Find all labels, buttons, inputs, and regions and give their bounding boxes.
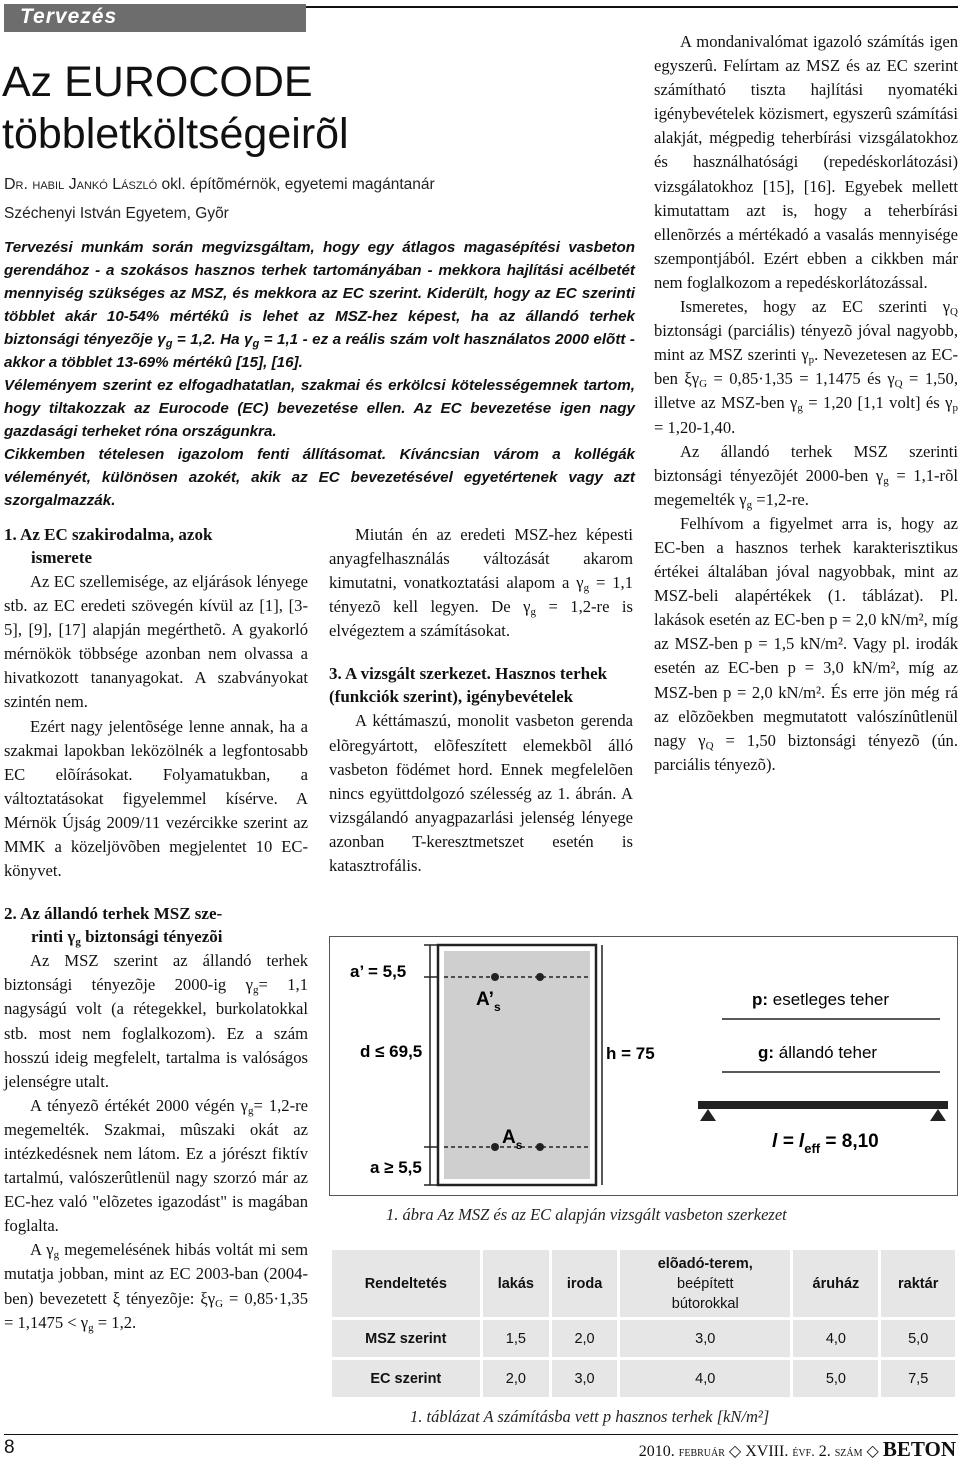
table-header-cell: raktár <box>880 1249 957 1319</box>
table-cell: 5,0 <box>880 1319 957 1359</box>
paragraph <box>4 949 308 1094</box>
label-desc: állandó teher <box>774 1043 878 1062</box>
header-line: bútorokkal <box>671 1295 739 1312</box>
text: Az állandó terhek MSZ szerinti biztonsági tényezõjét 2000-ben γ <box>654 441 958 485</box>
table-cell: 2,0 <box>551 1319 619 1359</box>
table-row-label: EC szerint <box>331 1359 482 1399</box>
text: Miután én az eredeti MSZ-hez képesti anyagfelhasználás változását akarom kimutatni, vonatkoztatási alapom a γ <box>329 525 633 593</box>
rebar-dot <box>491 973 499 981</box>
table-row <box>331 1319 957 1359</box>
text: = 1,1-rõl megemelték γ <box>654 465 958 509</box>
subscript: g <box>88 1321 94 1334</box>
section-label: Tervezés <box>20 5 118 28</box>
footer-evf: évf. <box>792 1445 815 1460</box>
text: = 1,20-1,40. <box>654 417 736 437</box>
beam-diagram <box>330 937 957 1195</box>
footer-volume: XVIII. <box>745 1443 793 1460</box>
table-cell: 7,5 <box>880 1359 957 1399</box>
table-cell: 3,0 <box>551 1359 619 1399</box>
heading-text: 1. Az EC szakirodalma, azok <box>4 525 213 544</box>
table-header-cell <box>619 1249 792 1319</box>
label-sub: eff <box>804 1141 821 1156</box>
footer-issue: 2. <box>814 1443 835 1460</box>
heading-text: rinti γ <box>31 927 76 947</box>
label-a: a ≥ 5,5 <box>370 1158 422 1177</box>
footer-month: február <box>678 1445 725 1460</box>
heading-text: ismerete <box>31 548 93 567</box>
beam <box>698 1101 948 1109</box>
support-left <box>700 1109 716 1121</box>
top-rule <box>306 6 958 8</box>
table-row-label: MSZ szerint <box>331 1319 482 1359</box>
subscript: Q <box>705 739 714 752</box>
heading-text: biztonsági tényezõi <box>80 927 223 947</box>
subscript: g <box>75 936 81 949</box>
rebar-dot <box>536 973 544 981</box>
text: = 0,85·1,35 = 1,1475 < γ <box>4 1288 309 1332</box>
text: = 0,85·1,35 = 1,1475 és γ <box>707 369 895 389</box>
paragraph <box>654 512 958 777</box>
label-text: A’ <box>476 989 494 1010</box>
article-title <box>2 56 622 160</box>
paragraph: A mondanivalómat igazoló számítás igen egyszerû. Felírtam az MSZ és az EC szerint számítható tiszta hajlítási nyomatéki igénybevételek közismert, egyszerû számítási alakját, mégpedig teherbírási vizsgálatokhoz és használhatósági (repedéskorlátozási) vizsgálatokhoz [15], [16]. Egyebek mellett kimutattam azt is, hogy a teherbírási ellenõrzés a mértékadó a vasalás mennyisége szempontjából. Ezért ebben a cikkben már nem foglalkozom a repedéskorlátozással. <box>654 32 958 292</box>
label-sub: s <box>515 1138 523 1152</box>
subscript: p <box>808 354 815 367</box>
paragraph: A kéttámaszú, monolit vasbeton gerenda elõregyártott, elõfeszített elemekbõl álló vasbeton födémet hord. Ennek megfelelõen nincs együttdolgozó szélesség az 1. ábrán. A vizsgálandó anyagpazarlási jelenség lényege azonban T-keresztmetszet esetén is katasztrofális. <box>329 711 633 876</box>
table-cell: 4,0 <box>619 1359 792 1399</box>
column-2 <box>329 523 633 878</box>
label-p <box>752 990 889 1009</box>
section-heading-3: 3. A vizsgált szerkezet. Hasznos terhek (funkciók szerint), igénybevételek <box>329 664 608 707</box>
heading-text: 2. Az állandó terhek MSZ sze- <box>4 904 223 924</box>
figure-1 <box>329 936 958 1196</box>
table-cell: 5,0 <box>792 1359 880 1399</box>
label-span <box>772 1131 879 1156</box>
subscript: g <box>883 474 889 487</box>
subscript: G <box>215 1297 224 1310</box>
label-key: p: <box>752 990 769 1009</box>
label-key: g: <box>758 1043 775 1062</box>
text: = 1,50 biztonsági tényezõ (ún. parciális tényezõ). <box>654 730 958 774</box>
column-1 <box>4 523 308 1335</box>
label-d: d ≤ 69,5 <box>360 1042 423 1061</box>
text: Felhívom a figyelmet arra is, hogy az EC-ben a hasznos terhek karakterisztikus értékei általában jóval nagyobbak, mint az MSZ-beli alapértékek (1. táblázat). Pl. lakások esetén az EC-ben p = 2,0 kN/m², míg az MSZ-ben p = 1,5 kN/m². Vagy pl. irodák esetén az EC-ben p = 3,0 kN/m², míg az MSZ-ben p = 2,0 kN/m². És erre jön még rá az elõzõekben megmutatott valószínûtlenül nagy γ <box>654 513 958 750</box>
abstract-text: = 1,1 - ez a reális szám volt használatos 2000 elõtt - akkor a többlet 13-69% mértékû [15], [16]. <box>4 331 635 371</box>
journal-brand: BETON <box>882 1437 956 1461</box>
paragraph <box>329 523 633 643</box>
table-header-cell: lakás <box>481 1249 550 1319</box>
subscript: g <box>797 402 803 415</box>
subscript: p <box>952 402 958 415</box>
abstract-paragraph-3: Cikkemben tételesen igazolom fenti állításomat. Kíváncsian várom a kollégák véleményét, különösen azokét, akik az EC bevezetésével egyetértenek vagy azt szorgalmazzák. <box>4 446 635 509</box>
text: = 1,20 [1,1 volt] és γ <box>802 393 953 413</box>
label-sub: s <box>493 1000 501 1014</box>
table-header-cell: Rendeltetés <box>331 1249 482 1319</box>
header-line: beépített <box>677 1275 734 1292</box>
abstract-text: = 1,2. Ha γ <box>172 331 253 348</box>
text: = 1,2. <box>93 1312 137 1332</box>
diamond-icon: ◇ <box>728 1443 742 1460</box>
text: Az MSZ szerint az állandó terhek biztonsági tényezõje 2000-ig γ <box>4 951 308 995</box>
subscript: g <box>252 338 260 350</box>
journal-footer <box>639 1437 956 1462</box>
table-cell: 3,0 <box>619 1319 792 1359</box>
text: biztonsági (parciális) tényezõ jóval nagyobb, mint az MSZ szerinti γ <box>654 321 958 365</box>
subscript: g <box>252 984 259 997</box>
paragraph <box>4 1238 308 1334</box>
section-bar <box>4 4 306 32</box>
figure-caption: 1. ábra Az MSZ és az EC alapján vizsgált vasbeton szerkezet <box>386 1205 787 1224</box>
table-header-row <box>331 1249 957 1319</box>
label-text: l = l <box>772 1131 805 1152</box>
subscript: g <box>530 606 536 619</box>
text: A γ <box>30 1240 54 1260</box>
abstract-paragraph-2: Véleményem szerint ez elfogadhatatlan, szakmai és erkölcsi kötelességemnek tartom, hogy tiltakozzak az Eurocode (EC) bevezetése ellen. Az EC bevezetése igen nagy gazdasági terheket róna országunkra. <box>4 377 635 440</box>
abstract-paragraph-1 <box>4 236 635 374</box>
paragraph: Az EC szellemisége, az eljárások lényege stb. az EC eredeti szövegén kívül az [1], [3-5], [9], [17] alapján megérthetõ. A gyakorló mérnökök többsége azonban nem olvassa a hivatkozott tananyagokat. A szabványokat szintén nem. <box>4 572 308 712</box>
subscript: g <box>583 582 590 595</box>
table-header-cell: iroda <box>551 1249 619 1319</box>
text: = 1,1 nagyságú volt (a rétegekkel, burkolatokkal stb. most nem foglalkozom). Ez a szám hosszú ideig megfelelt, tartalma is valóságos jelenségre utalt. <box>4 975 308 1091</box>
subscript: Q <box>894 378 903 391</box>
rebar-dot <box>491 1143 499 1151</box>
text: =1,2-re. <box>752 489 809 509</box>
section-heading-1 <box>4 523 308 569</box>
text: Ismeretes, hogy az EC szerinti γ <box>680 297 951 317</box>
subscript: Q <box>950 306 958 319</box>
text: = 1,2-re is elvégeztem a számításokat. <box>329 597 633 641</box>
support-right <box>930 1109 946 1121</box>
diamond-icon: ◇ <box>866 1443 879 1460</box>
table-cell: 2,0 <box>481 1359 550 1399</box>
footer-szam: szám <box>834 1445 863 1460</box>
label-g <box>758 1043 877 1062</box>
abstract-text: Tervezési munkám során megvizsgáltam, hogy egy átlagos magasépítési vasbeton gerendához - a szokásos hasznos terhek tartományában - mekkora hajlítási acélbetét mennyiség szükséges az MSZ, és mekkora az EC szerint. Kiderült, hogy az EC szerinti többlet akár 10-54% mértékû is lehet az MSZ-hez képest, ha az állandó terhek biztonsági tényezõje γ <box>4 239 635 348</box>
label-text: A <box>502 1127 516 1148</box>
column-3 <box>654 30 958 777</box>
text: = 1,1 tényezõ kell legyen. De γ <box>329 573 633 617</box>
table-cell: 1,5 <box>481 1319 550 1359</box>
table-cell: 4,0 <box>792 1319 880 1359</box>
label-desc: esetleges teher <box>768 990 890 1009</box>
paragraph <box>654 440 958 512</box>
paragraph <box>4 1094 308 1239</box>
load-table <box>329 1247 958 1400</box>
text: = 1,50, illetve az MSZ-ben γ <box>654 369 959 413</box>
abstract <box>4 236 635 512</box>
table-header-cell: áruház <box>792 1249 880 1319</box>
title-line-1: Az EUROCODE <box>2 58 313 106</box>
title-line-2: többletköltségeirõl <box>2 110 349 158</box>
table-row <box>331 1359 957 1399</box>
label-text: = 8,10 <box>820 1131 879 1152</box>
section-heading-2 <box>4 902 308 948</box>
text: = 1,2-re megemelték. Szakmai, mûszaki okát az intézkedésnek nem látom. Ez a jórészt fiktív tartalmú, valószerûtlenül nagy szorzó már az EC-hez való "elõzetes igazodást" is magában foglalta. <box>4 1095 309 1236</box>
header-line: elõadó-terem, <box>657 1255 753 1272</box>
paragraph <box>654 295 958 440</box>
bottom-rule <box>4 1434 958 1435</box>
label-a-prime: a’ = 5,5 <box>350 962 407 981</box>
rebar-dot <box>536 1143 544 1151</box>
subscript: g <box>746 498 753 511</box>
subscript: g <box>165 338 173 350</box>
table-caption: 1. táblázat A számításba vett p hasznos terhek [kN/m²] <box>410 1407 770 1426</box>
text: . Nevezetesen az EC-ben ξγ <box>654 345 959 389</box>
author-name: Dr. habil Jankó László <box>4 176 158 193</box>
subscript: g <box>247 1104 254 1117</box>
page-number: 8 <box>4 1437 15 1458</box>
footer-year: 2010. <box>638 1443 679 1460</box>
text: megemelésének hibás voltát mi sem mutatja jobban, mint az EC 2003-ban (2004-ben) bevezetett ξ tényezõje: ξγ <box>4 1240 308 1308</box>
text: A tényezõ értékét 2000 végén γ <box>30 1095 248 1115</box>
subscript: G <box>699 378 708 391</box>
label-h: h = 75 <box>606 1044 655 1063</box>
author-line <box>4 176 435 194</box>
author-role: okl. építõmérnök, egyetemi magántanár <box>157 176 435 193</box>
subscript: g <box>53 1249 60 1262</box>
author-affiliation: Széchenyi István Egyetem, Gyõr <box>4 205 229 222</box>
paragraph: Ezért nagy jelentõsége lenne annak, ha a szakmai lapokban leközölnék a legfontosabb EC elõírásokat. Folyamatukban, a változtatásokat figyelemmel kísérve. A Mérnök Újság 2009/11 vezércikke szerint az MMK a közeljövõben megjelentet 10 EC-könyvet. <box>4 716 308 881</box>
